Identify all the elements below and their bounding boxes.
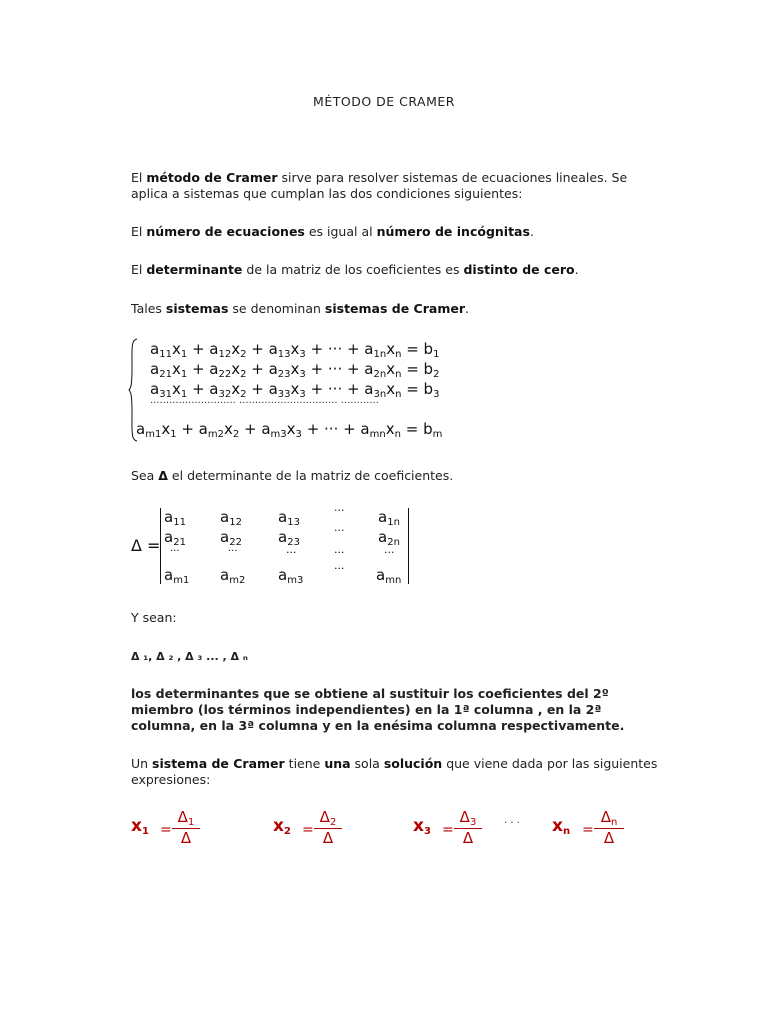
y-sean: Y sean: xyxy=(131,610,177,625)
solution-ellipsis: · · · xyxy=(504,818,520,829)
cond2-text: El xyxy=(131,262,147,277)
det-cell: ··· xyxy=(384,546,395,559)
intro-text: El xyxy=(131,170,147,185)
det-cell: ··· xyxy=(334,524,345,537)
solution-var: $x_2$ xyxy=(273,816,291,837)
equals-sign: = xyxy=(582,822,594,838)
det-cell: ··· xyxy=(170,546,180,557)
solution-fraction: $\frac{\Delta_3}{\Delta}$ xyxy=(454,808,482,847)
tales-paragraph xyxy=(131,301,661,317)
det-cell: $a_{12}$ xyxy=(220,508,242,528)
cond1-bold: número de ecuaciones xyxy=(146,224,305,239)
cond1-text-3: . xyxy=(529,224,534,239)
sea-text-2: el determinante de la matriz de coeficientes. xyxy=(167,468,454,483)
det-cell: $a_{22}$ xyxy=(220,528,242,548)
sea-paragraph xyxy=(131,468,661,484)
cond1-text-2: es igual al xyxy=(304,224,377,239)
equation-row-3: $a_{31}x_1 + a_{32}x_2 + a_{33}x_3$ + ··· + $a_{3n}x_n = b_3$ xyxy=(150,380,440,400)
det-cell: $a_{13}$ xyxy=(278,508,300,528)
final-text-4: que viene dada por las siguientes expresiones: xyxy=(131,756,658,787)
determinant-left-bar xyxy=(160,508,161,584)
det-cell: $a_{m1}$ xyxy=(164,566,190,586)
cond1-text: El xyxy=(131,224,147,239)
equals-sign: = xyxy=(160,822,172,838)
condition-2 xyxy=(131,262,661,278)
solution-var: $x_3$ xyxy=(413,816,431,837)
det-cell: ··· xyxy=(334,562,345,575)
solution-fraction: $\frac{\Delta_n}{\Delta}$ xyxy=(594,808,624,847)
det-cell: ··· xyxy=(334,504,345,517)
determinant-right-bar xyxy=(408,508,409,584)
final-paragraph xyxy=(131,756,661,788)
equation-row-1: $a_{11}x_1 + a_{12}x_2 + a_{13}x_3$ + ··· + $a_{1n}x_n = b_1$ xyxy=(150,340,440,360)
intro-text-2: sirve para resolver sistemas de ecuaciones lineales. Se aplica a sistemas que cumplan las dos condiciones siguientes: xyxy=(131,170,628,201)
intro-bold: método de Cramer xyxy=(146,170,278,185)
solution-fraction: $\frac{\Delta_1}{\Delta}$ xyxy=(172,808,200,847)
det-cell: $a_{21}$ xyxy=(164,528,186,548)
tales-bold-2: sistemas de Cramer xyxy=(324,301,465,316)
final-text: Un xyxy=(131,756,153,771)
final-bold-3: solución xyxy=(383,756,443,771)
det-cell: ··· xyxy=(286,546,297,559)
equals-sign: = xyxy=(442,822,454,838)
det-cell: $a_{mn}$ xyxy=(376,566,402,586)
final-text-3: sola xyxy=(350,756,384,771)
cond1-bold-2: número de incógnitas xyxy=(376,224,530,239)
cond2-text-3: . xyxy=(574,262,579,277)
det-cell: ··· xyxy=(334,546,345,559)
det-cell: $a_{m3}$ xyxy=(278,566,304,586)
det-cell: $a_{2n}$ xyxy=(378,528,400,548)
equation-row-2: $a_{21}x_1 + a_{22}x_2 + a_{23}x_3$ + ··· + $a_{2n}x_n = b_2$ xyxy=(150,360,440,380)
sea-text: Sea xyxy=(131,468,159,483)
solution-fraction: $\frac{\Delta_2}{\Delta}$ xyxy=(314,808,342,847)
cond2-bold: determinante xyxy=(146,262,243,277)
final-text-2: tiene xyxy=(284,756,325,771)
deltas-list: Δ ₁, Δ ₂ , Δ ₃ ... , Δ ₙ xyxy=(131,650,248,663)
det-cell: $a_{m2}$ xyxy=(220,566,246,586)
description-paragraph: los determinantes que se obtiene al sustituir los coeficientes del 2º miembro (los términos independientes) en la 1ª columna , en la 2ª columna, en la 3ª columna y en la enésima columna respectivamente. xyxy=(131,686,625,733)
det-cell: $a_{11}$ xyxy=(164,508,186,528)
equals-sign: = xyxy=(302,822,314,838)
solution-var: $x_n$ xyxy=(552,816,571,837)
equation-row-m: $a_{m1}x_1 + a_{m2}x_2 + a_{m3}x_3$ + ··· + $a_{mn}x_n = b_m$ xyxy=(136,420,443,440)
equation-dots-row: ··························· ······························· ············ xyxy=(150,398,379,409)
final-bold-2: una xyxy=(324,756,351,771)
condition-1 xyxy=(131,224,661,240)
tales-bold: sistemas xyxy=(165,301,229,316)
tales-text: Tales xyxy=(131,301,166,316)
det-cell: $a_{23}$ xyxy=(278,528,300,548)
sea-bold: Δ xyxy=(158,468,168,483)
tales-text-2: se denominan xyxy=(228,301,325,316)
det-cell: $a_{1n}$ xyxy=(378,508,400,528)
tales-text-3: . xyxy=(465,301,469,316)
det-cell: ··· xyxy=(228,546,238,557)
final-bold: sistema de Cramer xyxy=(152,756,285,771)
cond2-text-2: de la matriz de los coeficientes es xyxy=(242,262,464,277)
page-title: MÉTODO DE CRAMER xyxy=(313,94,455,109)
determinant-label: Δ = xyxy=(131,536,161,555)
solution-var: $x_1$ xyxy=(131,816,149,837)
intro-paragraph xyxy=(131,170,661,202)
cond2-bold-2: distinto de cero xyxy=(463,262,575,277)
